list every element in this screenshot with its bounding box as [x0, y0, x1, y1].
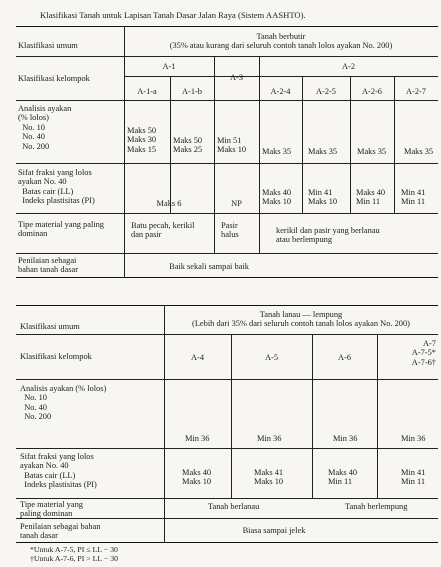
t1-props-a27: Min 41 Min 11 — [401, 188, 426, 207]
t1-props-a26: Maks 40 Min 11 — [356, 188, 386, 207]
table1-top-rule — [16, 26, 438, 27]
t1-label-tipe-material: Tipe material yang paling dominan — [18, 220, 104, 239]
t2-sieve-a4: Min 36 — [185, 434, 210, 443]
t1-label-analisis-ayakan: Analisis ayakan (% lolos) No. 10 No. 40 No. 200 — [18, 104, 72, 151]
footnote-a75: *Untuk A-7-5, PI ≤ LL − 30 — [30, 545, 118, 554]
footnote-a76: †Untuk A-7-6, PI > LL − 30 — [30, 554, 118, 563]
t2-group-a5: A-5 — [264, 353, 279, 362]
t1-group-a1: A-1 — [162, 62, 176, 71]
t2-label-penilaian: Penilaian sebagai bahan tanah dasar — [20, 522, 101, 541]
t1-sieve-a1b: Maks 50 Maks 25 — [173, 136, 203, 155]
t2-props-a5: Maks 41 Maks 10 — [254, 468, 284, 487]
t1-subgroup-a25: A-2-5 — [315, 87, 336, 96]
t2-sieve-a6: Min 36 — [333, 434, 358, 443]
t1-sieve-a27: Maks 35 — [404, 147, 434, 156]
t1-label-sifat-fraksi: Sifat fraksi yang lolos ayakan No. 40 Batas cair (LL) Indeks plastisitas (PI) — [18, 168, 95, 206]
t2-group-a7: A-7 A-7-5* A-7-6† — [411, 339, 436, 367]
table2-bottom-rule — [16, 542, 438, 543]
t2-props-a6: Maks 40 Min 11 — [328, 468, 358, 487]
t2-general-header: Tanah lanau — lempung (Lebih dari 35% dari seluruh contoh tanah lolos ayakan No. 200) — [192, 310, 410, 329]
t1-props-a1: Maks 6 — [156, 199, 182, 208]
t1-sieve-a3: Min 51 Maks 10 — [217, 136, 247, 155]
t2-label-sifat-fraksi: Sifat fraksi yang lolos ayakan No. 40 Batas cair (LL) Indeks plastisitas (PI) — [20, 452, 97, 490]
t2-sieve-a7: Min 36 — [401, 434, 426, 443]
t2-material-lanau: Tanah berlanau — [208, 502, 260, 511]
t1-subgroup-a24: A-2-4 — [270, 87, 291, 96]
t1-subgroup-a1a: A-1-a — [137, 87, 157, 96]
t1-sieve-a1a: Maks 50 Maks 30 Maks 15 — [127, 126, 157, 154]
t1-sieve-a24: Maks 35 — [262, 147, 292, 156]
t2-label-analisis-ayakan: Analisis ayakan (% lolos) No. 10 No. 40 No. 200 — [20, 384, 107, 422]
t1-material-a2: kerikil dan pasir yang berlanau atau berlempung — [276, 226, 380, 245]
t1-subgroup-a26: A-2-6 — [361, 87, 382, 96]
t1-props-a3: NP — [231, 199, 242, 208]
t2-label-klasifikasi-umum: Klasifikasi umum — [20, 322, 80, 331]
t1-material-a3: Pasir halus — [221, 221, 239, 240]
table2-top-rule — [16, 305, 438, 306]
t1-group-a3: A-3 — [229, 73, 244, 82]
t2-rating: Biasa sampai jelek — [242, 526, 306, 535]
t2-sieve-a5: Min 36 — [257, 434, 282, 443]
t1-label-klasifikasi-umum: Klasifikasi umum — [18, 41, 78, 50]
page-title: Klasifikasi Tanah untuk Lapisan Tanah Dasar Jalan Raya (Sistem AASHTO). — [40, 10, 306, 20]
t1-sieve-a26: Maks 35 — [357, 147, 387, 156]
t1-subgroup-a1b: A-1-b — [181, 87, 202, 96]
t1-subgroup-a27: A-2-7 — [405, 87, 426, 96]
t2-label-klasifikasi-kelompok: Klasifikasi kelompok — [20, 352, 92, 361]
t1-group-a2: A-2 — [341, 62, 356, 71]
t2-group-a6: A-6 — [337, 353, 352, 362]
t2-props-a4: Maks 40 Maks 10 — [182, 468, 212, 487]
t1-label-penilaian: Penilaian sebagai bahan tanah dasar — [18, 256, 78, 275]
t1-label-klasifikasi-kelompok: Klasifikasi kelompok — [18, 74, 90, 83]
table1-bottom-rule — [16, 277, 438, 278]
t1-props-a25: Min 41 Maks 10 — [308, 188, 338, 207]
t1-sieve-a25: Maks 35 — [308, 147, 338, 156]
t1-general-header: Tanah berbutir (35% atau kurang dari seluruh contoh tanah lolos ayakan No. 200) — [169, 32, 393, 51]
t2-material-lempung: Tanah berlempung — [345, 502, 408, 511]
t1-rating: Baik sekali sampai baik — [169, 262, 249, 271]
t1-props-a24: Maks 40 Maks 10 — [262, 188, 292, 207]
t2-props-a7: Min 41 Min 11 — [401, 468, 426, 487]
t2-group-a4: A-4 — [190, 353, 205, 362]
t2-label-tipe-material: Tipe material yang paling dominan — [20, 500, 83, 519]
t1-material-a1: Batu pecah, kerikil dan pasir — [131, 221, 195, 240]
